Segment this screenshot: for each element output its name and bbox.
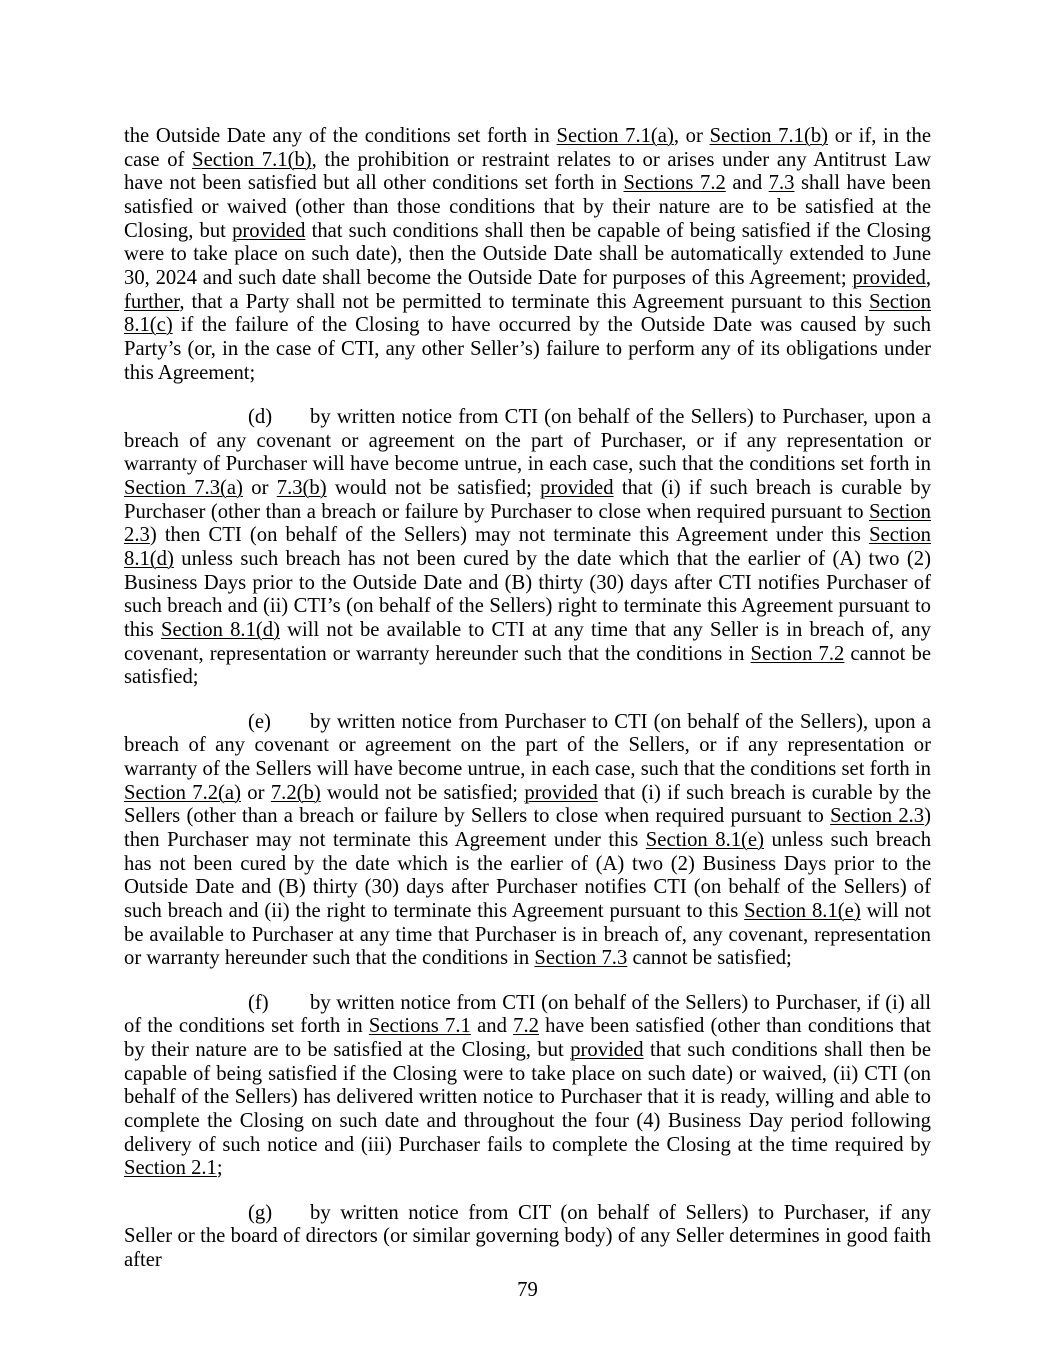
underlined-text: Section 7.3 — [534, 947, 628, 970]
underlined-text: provided — [852, 267, 926, 290]
underlined-text: Section 8.1(e) — [744, 900, 861, 923]
text-run: by written notice from CTI (on behalf of the Sellers) to Purchaser, if (i) all of the conditions set forth in — [124, 991, 931, 1038]
underlined-text: Sections 7.2 — [623, 172, 726, 195]
page-number: 79 — [517, 1279, 538, 1301]
underlined-text: Section 7.1(b) — [709, 125, 829, 147]
text-run: cannot be satisfied; — [627, 947, 792, 970]
text-run: the Outside Date any of the conditions set forth in — [124, 125, 557, 147]
underlined-text: Section 2.1 — [124, 1157, 217, 1180]
underlined-text: Section 7.2 — [750, 642, 845, 665]
text-run: cannot be satisfied; — [124, 642, 931, 689]
underlined-text: Section 7.1(b) — [192, 148, 312, 171]
text-run: that (i) if such breach is curable by the Sellers (other than a breach or failure by Sellers to close when required pursuant to — [124, 781, 932, 828]
underlined-text: 7.2 — [513, 1015, 539, 1038]
text-run: and — [470, 1015, 514, 1038]
text-run: , that a Party shall not be permitted to terminate this Agreement pursuant to this — [179, 290, 870, 313]
text-run: or — [240, 781, 271, 804]
text-run: and — [725, 172, 769, 195]
clause-text — [124, 1202, 931, 1271]
text-run: unless such breach has not been cured by the date which is the earlier of (A) two (2) Business Days prior to the Outside Date and (B) thirty (30) days after Purchaser notifies CTI (on behalf of the Sellers) of such breach and (ii) the right to terminate this Agreement pursuant to this — [124, 829, 932, 923]
text-run: or — [242, 477, 277, 499]
underlined-text: provided — [570, 1038, 644, 1061]
text-run: that such conditions shall then be capable of being satisfied if the Closing were to take place on such date), then the Outside Date shall be automatically extended to June 30, 2024 and such date shall become the Outside Date for purposes of this Agreement; — [124, 219, 931, 290]
text-run: ) then Purchaser may not terminate this Agreement under this — [124, 805, 931, 851]
text-run: , — [925, 267, 931, 290]
text-run: will not be available to CTI at any time that any Seller is in breach of, any covenant, representation or warranty hereunder such that the conditions in — [124, 619, 931, 665]
document-body — [124, 125, 931, 1293]
clause-g — [124, 1202, 931, 1273]
underlined-text: Section 7.3(a) — [124, 477, 243, 499]
text-run: or if, in the case of — [124, 125, 931, 171]
text-run: , or — [673, 125, 710, 147]
underlined-text: Section 8.1(c) — [124, 290, 931, 337]
text-run: , the prohibition or restraint relates to or arises under any Antitrust Law have not been satisfied but all other conditions set forth in — [124, 148, 931, 195]
underlined-text: further — [124, 290, 180, 313]
underlined-text: 7.3 — [768, 172, 795, 195]
text-run: that (i) if such breach is curable by Purchaser (other than a breach or failure by Purchaser to close when required pursuant to — [124, 477, 932, 523]
underlined-text: Section 8.1(d) — [161, 619, 280, 642]
text-run: by written notice from Purchaser to CTI (on behalf of the Sellers), upon a breach of any covenant or agreement on the part of the Sellers, or if any representation or warranty of the Sellers will have become untrue, in each case, such that the conditions set forth in — [124, 710, 931, 780]
text-run: by written notice from CTI (on behalf of the Sellers) to Purchaser, upon a breach of any covenant or agreement on the part of Purchaser, or if any representation or warranty of Purchaser will have become untrue, in each case, such that the conditions set forth in — [124, 405, 931, 476]
clause-label: (g) — [248, 1201, 273, 1224]
text-run: unless such breach has not been cured by the date which that the earlier of (A) two (2) Business Days prior to the Outside Date and (B) thirty (30) days after CTI notifies Purchaser of such breach and (ii) CTI’s (on behalf of the Sellers) right to terminate this Agreement pursuant to this — [124, 548, 931, 642]
text-run: ; — [216, 1157, 223, 1180]
underlined-text: Section 2.3 — [124, 500, 931, 547]
clause-text — [124, 406, 931, 688]
text-run: would not be satisfied; — [326, 477, 541, 499]
text-run: will not be available to Purchaser at any time that Purchaser is in breach of, any covenant, representation or warranty hereunder such that the conditions in — [124, 900, 932, 970]
clause-f — [124, 992, 931, 1181]
underlined-text: Section 8.1(d) — [124, 524, 931, 571]
underlined-text: provided — [524, 781, 598, 804]
underlined-text: provided — [540, 477, 614, 499]
underlined-text: Sections 7.1 — [368, 1015, 471, 1038]
text-run: shall have been satisfied or waived (other than those conditions that by their nature are to be satisfied at the Closing, but — [124, 172, 932, 242]
clause-d — [124, 406, 931, 690]
clause-text — [124, 711, 931, 970]
underlined-text: 7.2(b) — [270, 781, 321, 804]
underlined-text: 7.3(b) — [276, 477, 327, 499]
clause-text — [124, 992, 931, 1180]
text-run: by written notice from CIT (on behalf of Sellers) to Purchaser, if any Seller or the board of directors (or similar governing body) of any Seller determines in good faith after — [124, 1201, 931, 1271]
underlined-text: provided — [232, 219, 306, 242]
text-run: would not be satisfied; — [320, 781, 525, 804]
underlined-text: Section 7.1(a) — [556, 125, 674, 147]
clause-label: (f) — [248, 991, 269, 1014]
text-run: ) then CTI (on behalf of the Sellers) may not terminate this Agreement under this — [149, 524, 870, 547]
paragraph-continued-clause-c — [124, 125, 931, 385]
underlined-text: Section 7.2(a) — [124, 781, 241, 804]
text-run: that such conditions shall then be capable of being satisfied if the Closing were to take place on such date) or waived, (ii) CTI (on behalf of the Sellers) has delivered written notice to Purchaser that it is ready, willing and able to complete the Closing on such date and throughout the four (4) Business Day period following delivery of such notice and (iii) Purchaser fails to complete the Closing at the time required by — [124, 1038, 931, 1156]
text-run: if the failure of the Closing to have occurred by the Outside Date was caused by such Party’s (or, in the case of CTI, any other Seller’s) failure to perform any of its obligations under this Agreement; — [124, 314, 931, 384]
underlined-text: Section 2.3 — [830, 805, 925, 828]
clause-label: (d) — [248, 405, 273, 428]
clause-e — [124, 711, 931, 971]
clause-label: (e) — [248, 710, 271, 733]
underlined-text: Section 8.1(e) — [645, 829, 764, 851]
text-run: have been satisfied (other than conditions that by their nature are to be satisfied at the Closing, but — [124, 1015, 932, 1061]
